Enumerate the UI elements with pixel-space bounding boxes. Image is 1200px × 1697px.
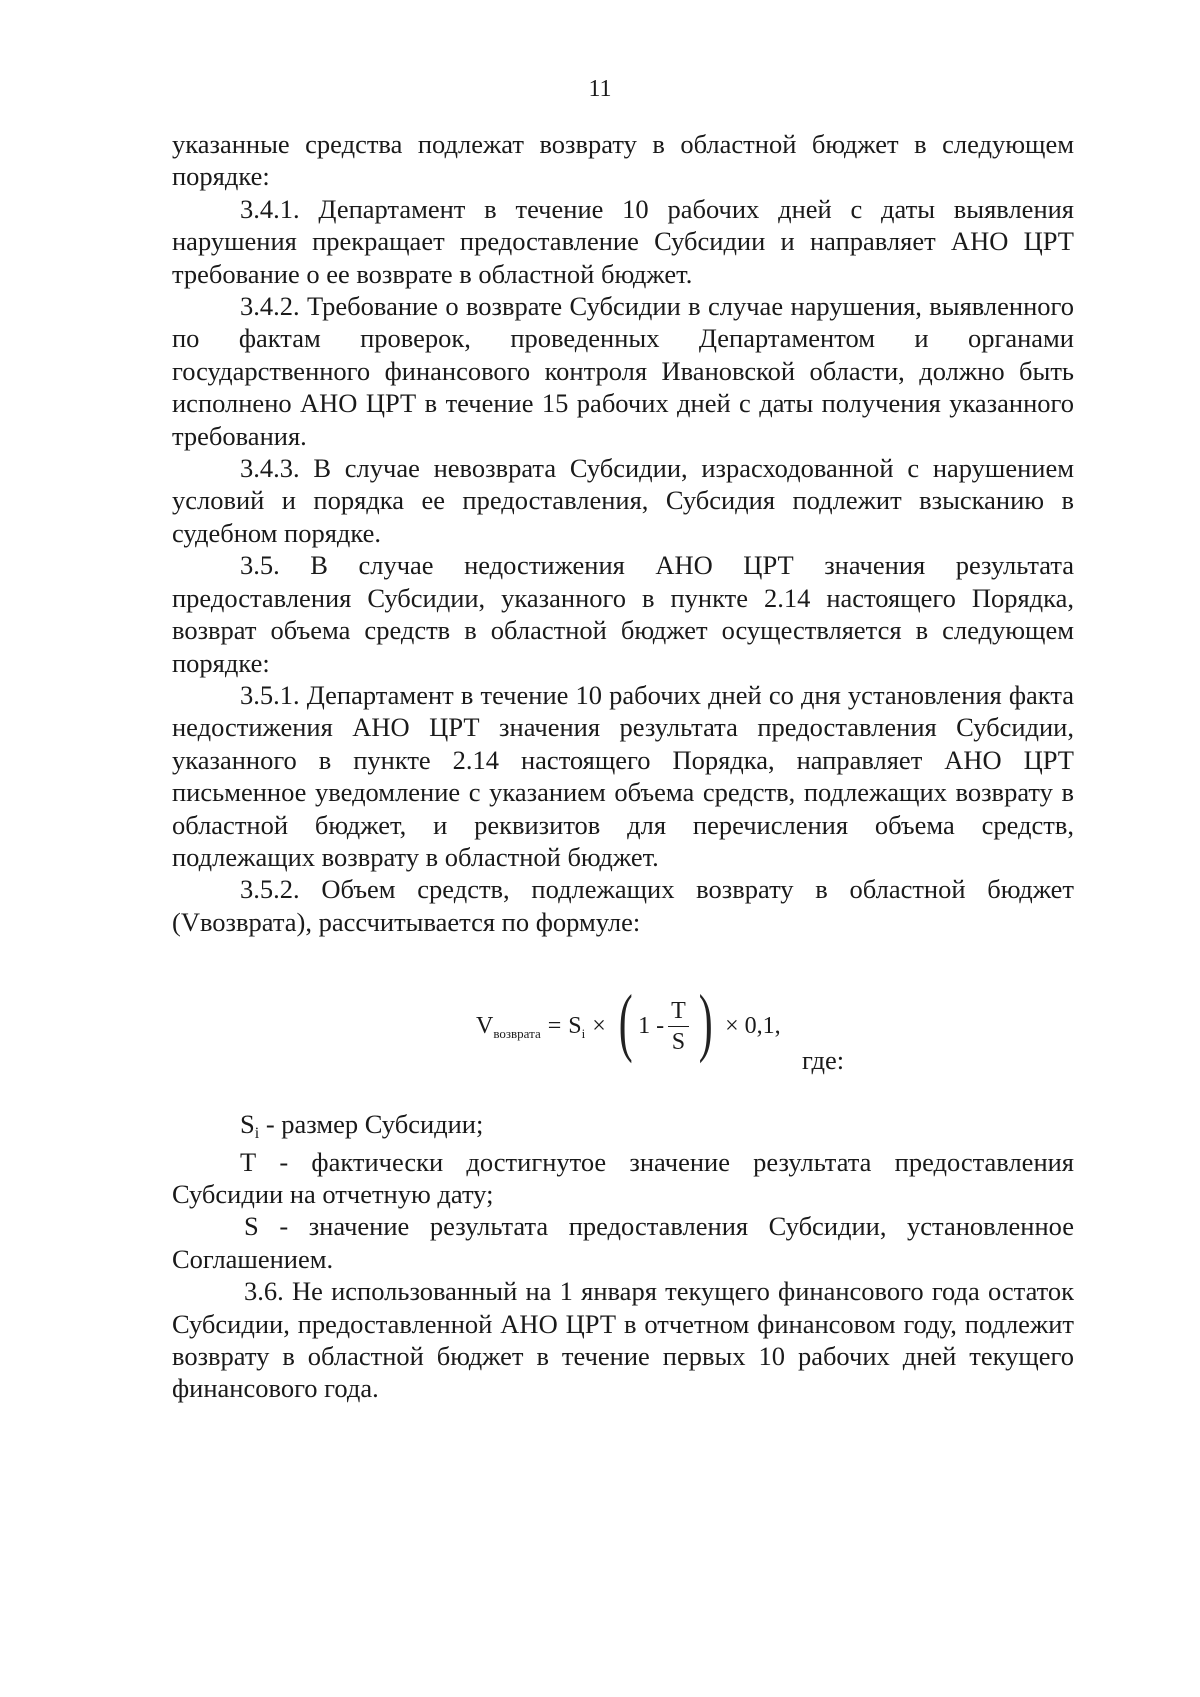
formula-v-symbol: V (476, 1012, 494, 1039)
formula-one-minus: 1 - (638, 1012, 665, 1039)
document-body (172, 128, 1074, 1405)
formula-denominator: S (671, 1028, 686, 1055)
formula-where: где: (802, 1045, 845, 1076)
refund-formula (476, 980, 788, 1066)
formula-open-paren: ( (618, 980, 633, 1065)
page-number: 11 (588, 76, 612, 102)
formula-close-paren: ) (698, 980, 713, 1065)
paragraph-3-5-2: 3.5.2. Объем средств, подлежащих возврату в областной бюджет (Vвозврата), рассчитывается по формуле: (172, 874, 1074, 937)
paragraph-3-6: 3.6. Не использованный на 1 января текущего финансового года остаток Субсидии, предоставленной АНО ЦРТ в отчетном финансовом году, подлежит возврату в областной бюджет в течение первых 10 рабочих дней текущего финансового года. (172, 1276, 1074, 1404)
formula-fraction (668, 996, 689, 1057)
paragraph-3-5: 3.5. В случае недостижения АНО ЦРТ значения результата предоставления Субсидии, указанного в пункте 2.14 настоящего Порядка, возврат объема средств в областной бюджет осуществляется в следующем порядке: (172, 550, 1074, 678)
formula-v-subscript: возврата (493, 1025, 541, 1041)
paragraph-continuation: указанные средства подлежат возврату в областной бюджет в следующем порядке: (172, 129, 1074, 192)
definition-si (172, 1108, 1074, 1145)
paragraph-3-4-1: 3.4.1. Департамент в течение 10 рабочих дней с даты выявления нарушения прекращает предоставление Субсидии и направляет АНО ЦРТ требование о ее возврате в областной бюджет. (172, 193, 1074, 289)
definition-si-text: - размер Субсидии; (259, 1109, 484, 1140)
definition-si-symbol: S (240, 1109, 255, 1140)
formula-s-subscript: i (581, 1025, 586, 1041)
formula-block (172, 938, 1074, 1108)
definition-si-subscript: i (254, 1125, 260, 1143)
paragraph-3-4-3: 3.4.3. В случае невозврата Субсидии, израсходованной с нарушением условий и порядка ее предоставления, Субсидия подлежит взысканию в судебном порядке. (172, 453, 1074, 548)
formula-times: × (592, 1012, 606, 1039)
definition-s: S - значение результата предоставления Субсидии, установленное Соглашением. (172, 1211, 1074, 1274)
formula-tail: × 0,1, (725, 1012, 781, 1039)
definition-t: Т - фактически достигнутое значение результата предоставления Субсидии на отчетную дату; (172, 1146, 1074, 1209)
formula-s-symbol: S (568, 1012, 582, 1039)
paragraph-3-4-2: 3.4.2. Требование о возврате Субсидии в случае нарушения, выявленного по фактам проверок, проведенных Департаментом и органами государственного финансового контроля Ивановской области, должно быть исполнено АНО ЦРТ в течение 15 рабочих дней с даты получения указанного требования. (172, 291, 1074, 451)
paragraph-3-5-1: 3.5.1. Департамент в течение 10 рабочих дней со дня установления факта недостижения АНО ЦРТ значения результата предоставления Субсидии, указанного в пункте 2.14 настоящего Порядка, направляет АНО ЦРТ письменное уведомление с указанием объема средств, подлежащих возврату в областной бюджет, и реквизитов для перечисления объема средств, подлежащих возврату в областной бюджет. (172, 679, 1074, 872)
formula-equals: = (547, 1012, 562, 1039)
formula-numerator: T (668, 996, 689, 1027)
